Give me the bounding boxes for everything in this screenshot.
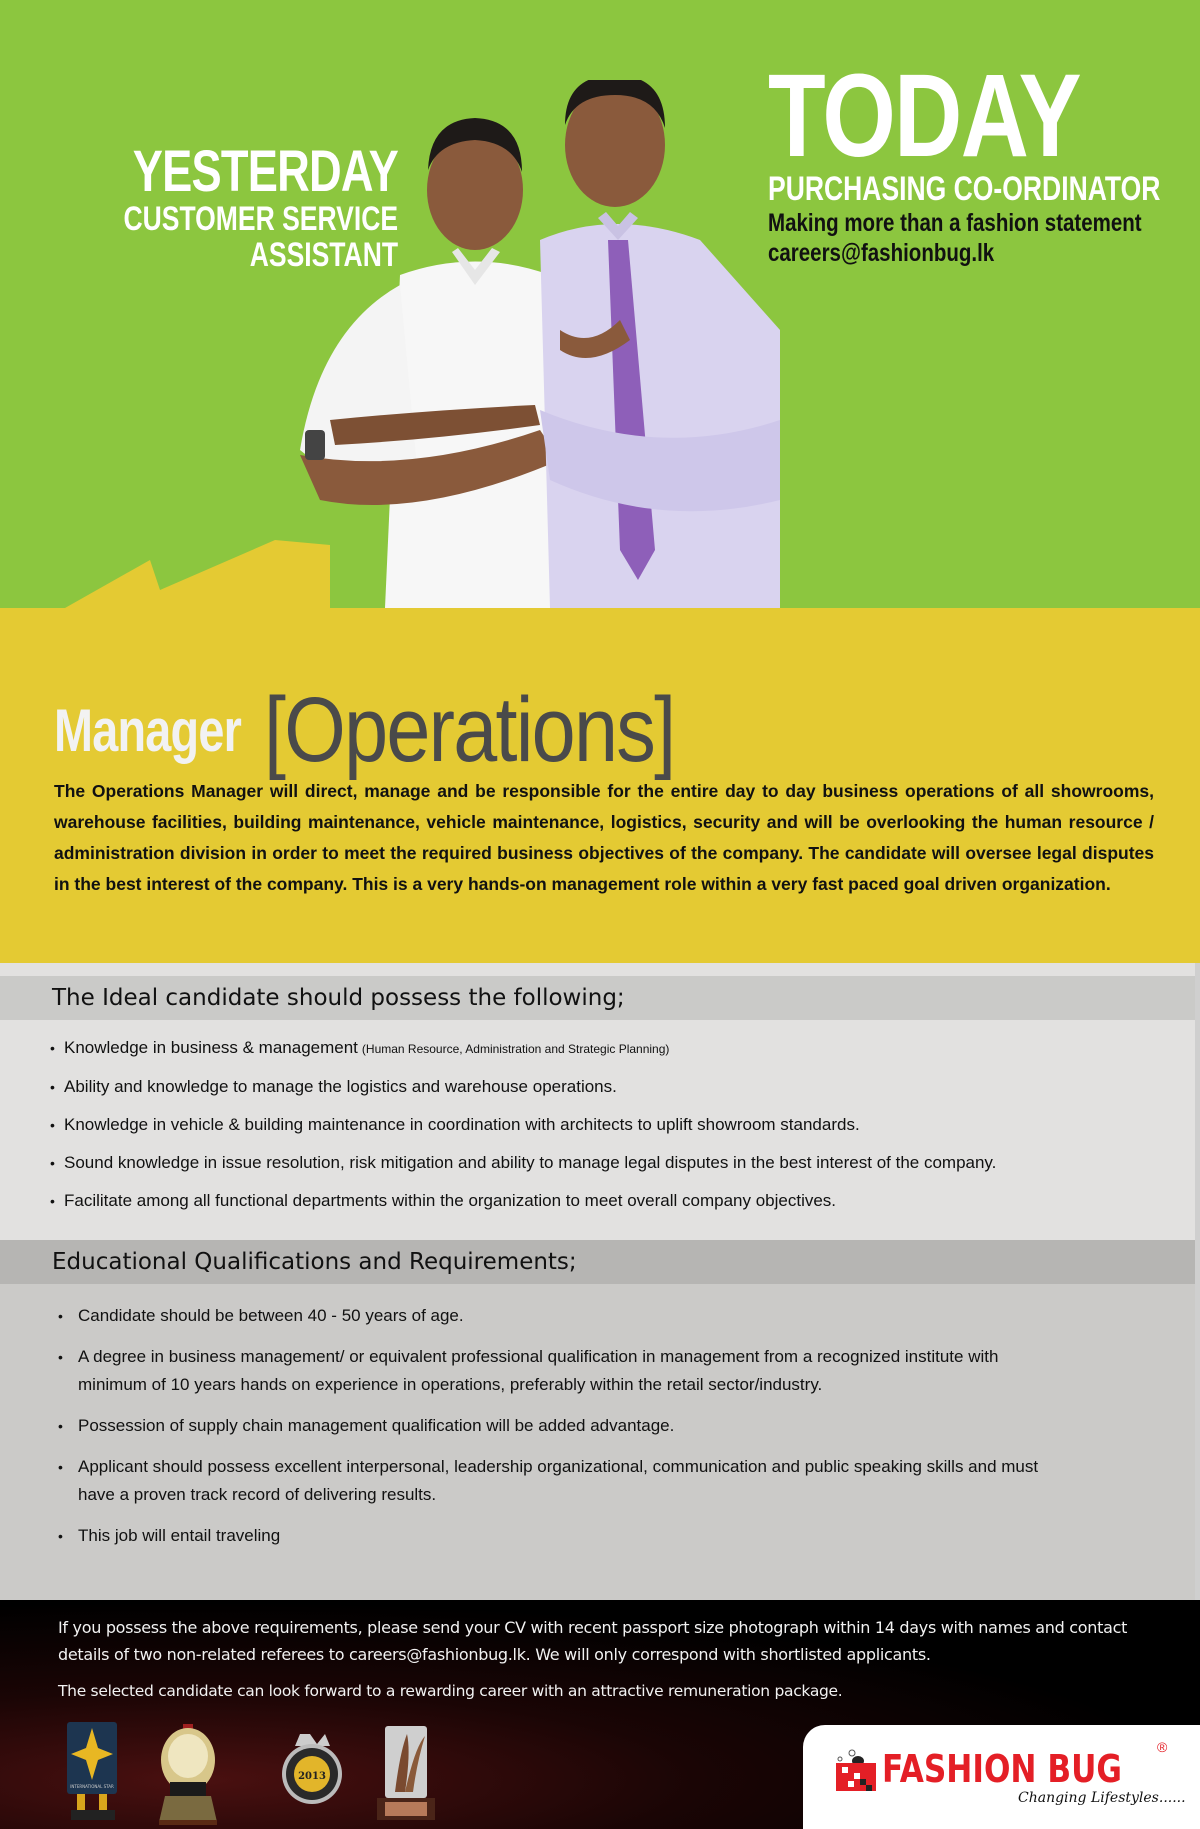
today-tagline: Making more than a fashion statement	[768, 209, 1142, 237]
yesterday-role-line1: CUSTOMER SERVICE	[123, 200, 398, 238]
bullet-icon: •	[50, 1079, 55, 1095]
list-item	[58, 1412, 1058, 1440]
list-item-text: Knowledge in vehicle & building maintenance in coordination with architects to uplift showroom standards.	[64, 1115, 860, 1134]
list-item-text: A degree in business management/ or equivalent professional qualification in management from a recognized institute with minimum of 10 years hands on experience in operations, preferably within the retail sector/industry.	[78, 1347, 999, 1394]
job-description: The Operations Manager will direct, manage and be responsible for the entire day to day business operations of all showrooms, warehouse facilities, building maintenance, vehicle maintenance, logistics, security and will be overlooking the human resource / administration division in order to meet the required business objectives of the company. The candidate will oversee legal disputes in the best interest of the company. This is a very hands-on management role within a very fast paced goal driven organization.	[54, 781, 1154, 894]
bullet-icon: •	[50, 1117, 55, 1133]
right-edge-strip	[1195, 963, 1200, 1600]
qualifications-section	[0, 1240, 1195, 1600]
job-title-main: [Operations]	[263, 679, 675, 781]
today-title: TODAY	[768, 50, 1081, 182]
list-item	[50, 1068, 996, 1106]
bullet-icon: •	[58, 1349, 63, 1365]
award-medal-icon	[282, 1734, 342, 1804]
award-shield-icon	[159, 1724, 217, 1825]
careers-email-link[interactable]: careers@fashionbug.lk	[768, 239, 995, 267]
qualifications-heading: Educational Qualifications and Requirements;	[0, 1240, 1200, 1284]
bullet-icon: •	[50, 1040, 55, 1056]
list-item	[50, 1106, 996, 1144]
award-bronze-icon	[377, 1726, 435, 1820]
bullet-icon: •	[58, 1418, 63, 1434]
bullet-icon: •	[50, 1155, 55, 1171]
today-role: PURCHASING CO-ORDINATOR	[768, 170, 1161, 208]
qualifications-list	[58, 1302, 1058, 1563]
list-item-text: Possession of supply chain management qualification will be added advantage.	[78, 1416, 675, 1435]
fashion-bug-logo[interactable]	[803, 1725, 1200, 1829]
ideal-candidate-list	[50, 1029, 996, 1220]
list-item-text: Knowledge in business & management	[64, 1038, 358, 1057]
yesterday-title: YESTERDAY	[132, 139, 398, 204]
today-block	[768, 50, 1200, 268]
award-star-icon	[67, 1722, 117, 1820]
logo-wordmark: FASHION BUG	[882, 1747, 1122, 1791]
bullet-icon: •	[58, 1528, 63, 1544]
list-item-text: This job will entail traveling	[78, 1526, 281, 1545]
list-item-text: Applicant should possess excellent interpersonal, leadership organizational, communication and public speaking skills and must have a proven track record of delivering results.	[78, 1457, 1039, 1504]
list-item-text: Ability and knowledge to manage the logistics and warehouse operations.	[64, 1077, 617, 1096]
list-item	[50, 1029, 996, 1068]
yesterday-block	[46, 139, 398, 274]
list-item-note: (Human Resource, Administration and Strategic Planning)	[361, 1042, 670, 1056]
list-item	[50, 1144, 996, 1182]
person-right	[540, 80, 780, 608]
page-title	[54, 680, 741, 780]
yesterday-role-line2: ASSISTANT	[249, 236, 398, 274]
list-item	[50, 1182, 996, 1220]
hero-banner	[0, 0, 1200, 608]
list-item	[58, 1522, 1058, 1550]
ideal-candidate-section	[0, 963, 1195, 1240]
list-item-text: Sound knowledge in issue resolution, risk mitigation and ability to manage legal disputes in the best interest of the company.	[64, 1153, 997, 1172]
footer-text	[58, 1614, 1178, 1705]
list-item-text: Candidate should be between 40 - 50 years of age.	[78, 1306, 464, 1325]
apply-instructions: If you possess the above requirements, please send your CV with recent passport size photograph within 14 days with names and contact details of two non-related referees to careers@fashionbug.lk. We will only correspond with shortlisted applicants.	[58, 1618, 1128, 1664]
registered-mark: ®	[1157, 1739, 1168, 1755]
awards-row	[55, 1712, 435, 1827]
list-item	[58, 1453, 1058, 1509]
bug-checker-icon	[836, 1747, 876, 1791]
ideal-candidate-heading: The Ideal candidate should possess the following;	[0, 976, 1200, 1020]
svg-text:INTERNATIONAL STAR: INTERNATIONAL STAR	[70, 1784, 114, 1789]
list-item	[58, 1302, 1058, 1330]
job-title-prefix: Manager	[54, 696, 242, 764]
svg-text:2013: 2013	[298, 1771, 326, 1782]
list-item	[58, 1343, 1058, 1399]
bullet-icon: •	[58, 1308, 63, 1324]
job-intro-section	[0, 608, 1200, 963]
list-item-text: Facilitate among all functional departments within the organization to meet overall company objectives.	[64, 1191, 837, 1210]
bullet-icon: •	[50, 1193, 55, 1209]
footer	[0, 1600, 1200, 1829]
reward-text: The selected candidate can look forward to a rewarding career with an attractive remuneration package.	[58, 1682, 843, 1700]
logo-tagline: Changing Lifestyles......	[1018, 1790, 1186, 1806]
bullet-icon: •	[58, 1459, 63, 1475]
